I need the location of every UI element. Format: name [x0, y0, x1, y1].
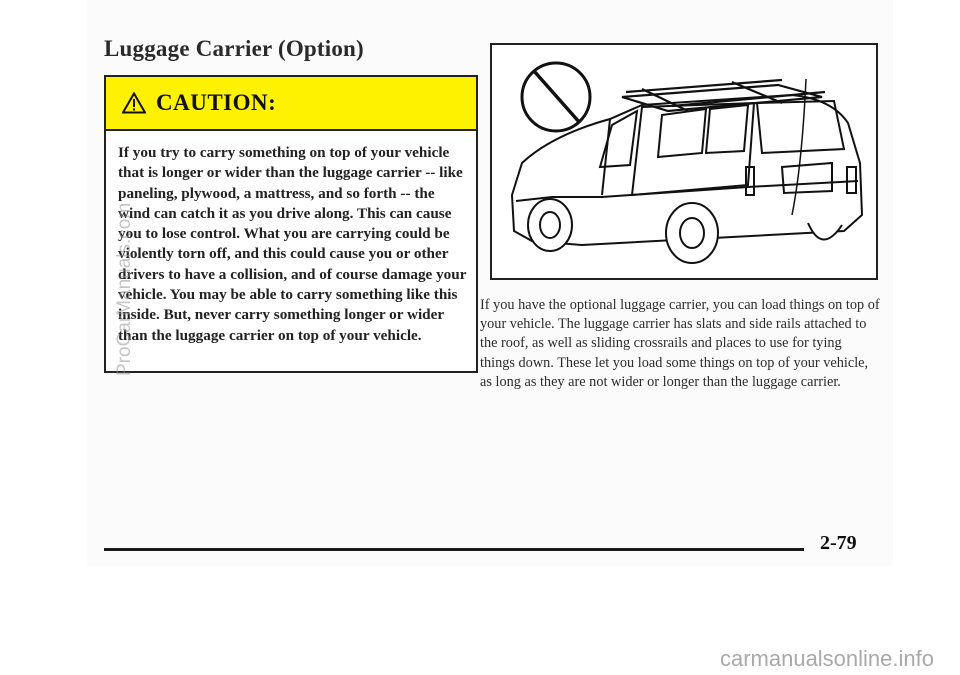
page-number: 2-79 — [820, 532, 857, 554]
caution-box — [104, 75, 478, 373]
section-title: Luggage Carrier (Option) — [104, 36, 364, 61]
prohibition-icon — [522, 63, 590, 131]
body-paragraph: If you have the optional luggage carrier, you can load things on top of your vehicle. The luggage carrier has slats and side rails attached to the roof, as well as sliding crossrails and places to use for tying things down. These let you load some things on top of your vehicle, as long as they are not wider or longer than the luggage carrier. — [480, 297, 880, 390]
footer-rule — [104, 548, 804, 551]
minivan-luggage-carrier-icon — [492, 45, 876, 278]
caution-header — [106, 77, 476, 131]
watermark-carmanualsonline: carmanualsonline.info — [719, 646, 934, 671]
caution-text: If you try to carry something on top of your vehicle that is longer or wider than the luggage carrier -- like paneling, plywood, a mattress, and so forth -- the wind can catch it as you drive along. This can cause you to lose control. What you are carrying could be violently torn off, and this could cause you or other drivers to have a collision, and of course damage your vehicle. You may be able to carry something like this inside. But, never carry something longer or wider than the luggage carrier on top of your vehicle. — [118, 144, 467, 344]
warning-triangle-icon — [122, 92, 146, 114]
vehicle-figure — [490, 43, 878, 280]
caution-title: CAUTION: — [156, 90, 277, 115]
watermark-procarmanuals: ProCarManuals.com — [114, 202, 135, 376]
